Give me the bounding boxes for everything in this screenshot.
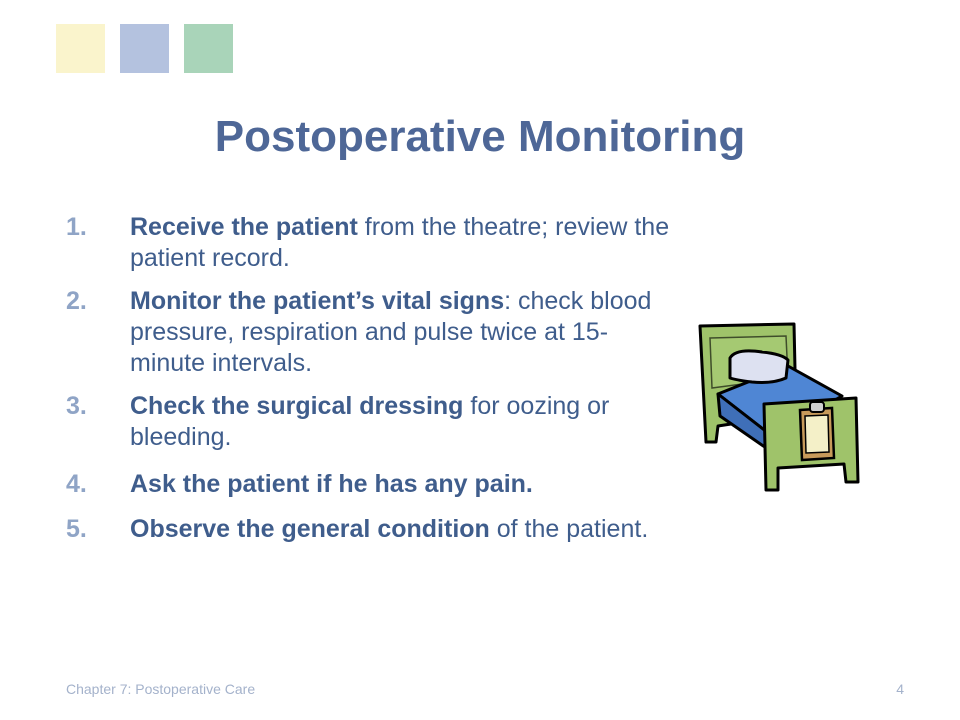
footer-chapter: Chapter 7: Postoperative Care [66, 681, 256, 697]
step-bold: Check the surgical dressing [130, 392, 464, 420]
step-text [130, 469, 676, 500]
hospital-bed-icon [692, 318, 872, 500]
step-item [66, 469, 676, 500]
step-number: 3. [66, 392, 87, 420]
step-number: 4. [66, 470, 87, 498]
step-bold: Monitor the patient’s vital signs [130, 287, 505, 315]
step-item [66, 391, 676, 453]
step-text [130, 212, 676, 274]
step-rest: of the patient. [489, 515, 649, 543]
page-number: 4 [896, 681, 904, 697]
step-bold: Ask the patient if he has any pain. [130, 470, 533, 498]
decor-square-yellow [56, 24, 105, 73]
step-rest: : check blood pressure, respiration and pulse twice at 15-minute intervals. [130, 287, 652, 377]
slide-title: Postoperative Monitoring [214, 112, 746, 161]
step-item [66, 514, 676, 545]
step-text [130, 286, 676, 379]
step-item [66, 286, 676, 379]
step-bold: Observe the general condition [130, 515, 490, 543]
decor-square-green [184, 24, 233, 73]
step-rest: for oozing or bleeding. [130, 392, 610, 451]
step-item [66, 212, 676, 274]
step-number: 5. [66, 515, 87, 543]
step-rest: from the theatre; review the patient record. [130, 213, 670, 272]
decor-square-blue [120, 24, 169, 73]
step-text [130, 391, 676, 453]
step-number: 1. [66, 213, 87, 241]
step-text [130, 514, 676, 545]
step-number: 2. [66, 287, 87, 315]
step-bold: Receive the patient [130, 213, 358, 241]
steps-list [66, 212, 676, 545]
